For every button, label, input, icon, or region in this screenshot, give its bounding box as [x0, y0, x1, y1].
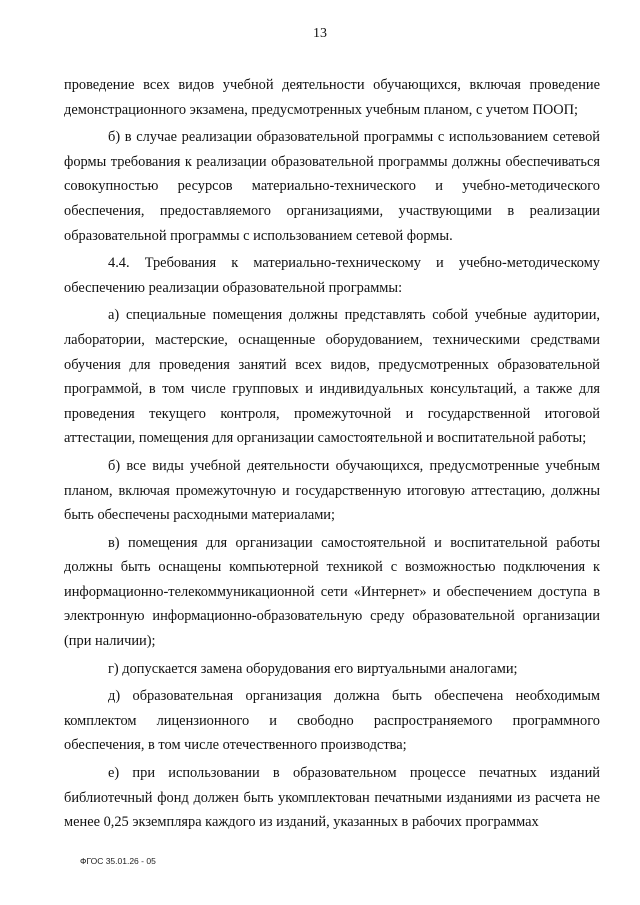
page-number: 13 — [313, 26, 327, 41]
paragraph-d-software: д) образовательная организация должна быть обеспечена необходимым комплектом лицензионного и свободно распространяемого программного обеспечения, в том числе отечественного производства; — [64, 688, 600, 754]
paragraph-b-consumables: б) все виды учебной деятельности обучающихся, предусмотренные учебным планом, включая промежуточную и государственную итоговую аттестацию, должны быть обеспечены расходными материалами; — [64, 457, 600, 524]
document-code-footer: ФГОС 35.01.26 - 05 — [80, 856, 156, 866]
paragraph-continuation: проведение всех видов учебной деятельности обучающихся, включая проведение демонстрационного экзамена, предусмотренных учебным планом, с учетом ПООП; — [64, 77, 600, 118]
paragraph-g-virtual-analogs: г) допускается замена оборудования его виртуальными аналогами; — [108, 660, 518, 677]
paragraph-b-network-form: б) в случае реализации образовательной программы с использованием сетевой формы требования к реализации образовательной программы должны обеспечиваться совокупностью ресурсов материально-технического и учебно-методического обеспечения, предоставляемого организациями, участвующими в реализации образовательной программы с использованием сетевой формы. — [64, 129, 600, 244]
document-body — [64, 73, 600, 838]
paragraph-a-special-rooms: а) специальные помещения должны представлять собой учебные аудитории, лаборатории, мастерские, оснащенные оборудованием, техническими средствами обучения для проведения занятий всех видов, предусмотренных образовательной программой, в том числе групповых и индивидуальных консультаций, а также для проведения текущего контроля, промежуточной и государственной итоговой аттестации, помещения для организации самостоятельной и воспитательной работы; — [64, 307, 600, 447]
paragraph-v-computer-equipment: в) помещения для организации самостоятельной и воспитательной работы должны быть оснащены компьютерной техникой с возможностью подключения к информационно-телекоммуникационной сети «Интернет» и обеспечением доступа в электронную информационно-образовательную среду образовательной организации (при наличии); — [64, 534, 600, 650]
paragraph-e-library-fund: е) при использовании в образовательном процессе печатных изданий библиотечный фонд должен быть укомплектован печатными изданиями из расчета не менее 0,25 экземпляра каждого из изданий, указанных в рабочих программах — [64, 765, 600, 831]
section-heading-4-4: 4.4. Требования к материально-техническому и учебно-методическому обеспечению реализации образовательной программы: — [64, 255, 600, 296]
